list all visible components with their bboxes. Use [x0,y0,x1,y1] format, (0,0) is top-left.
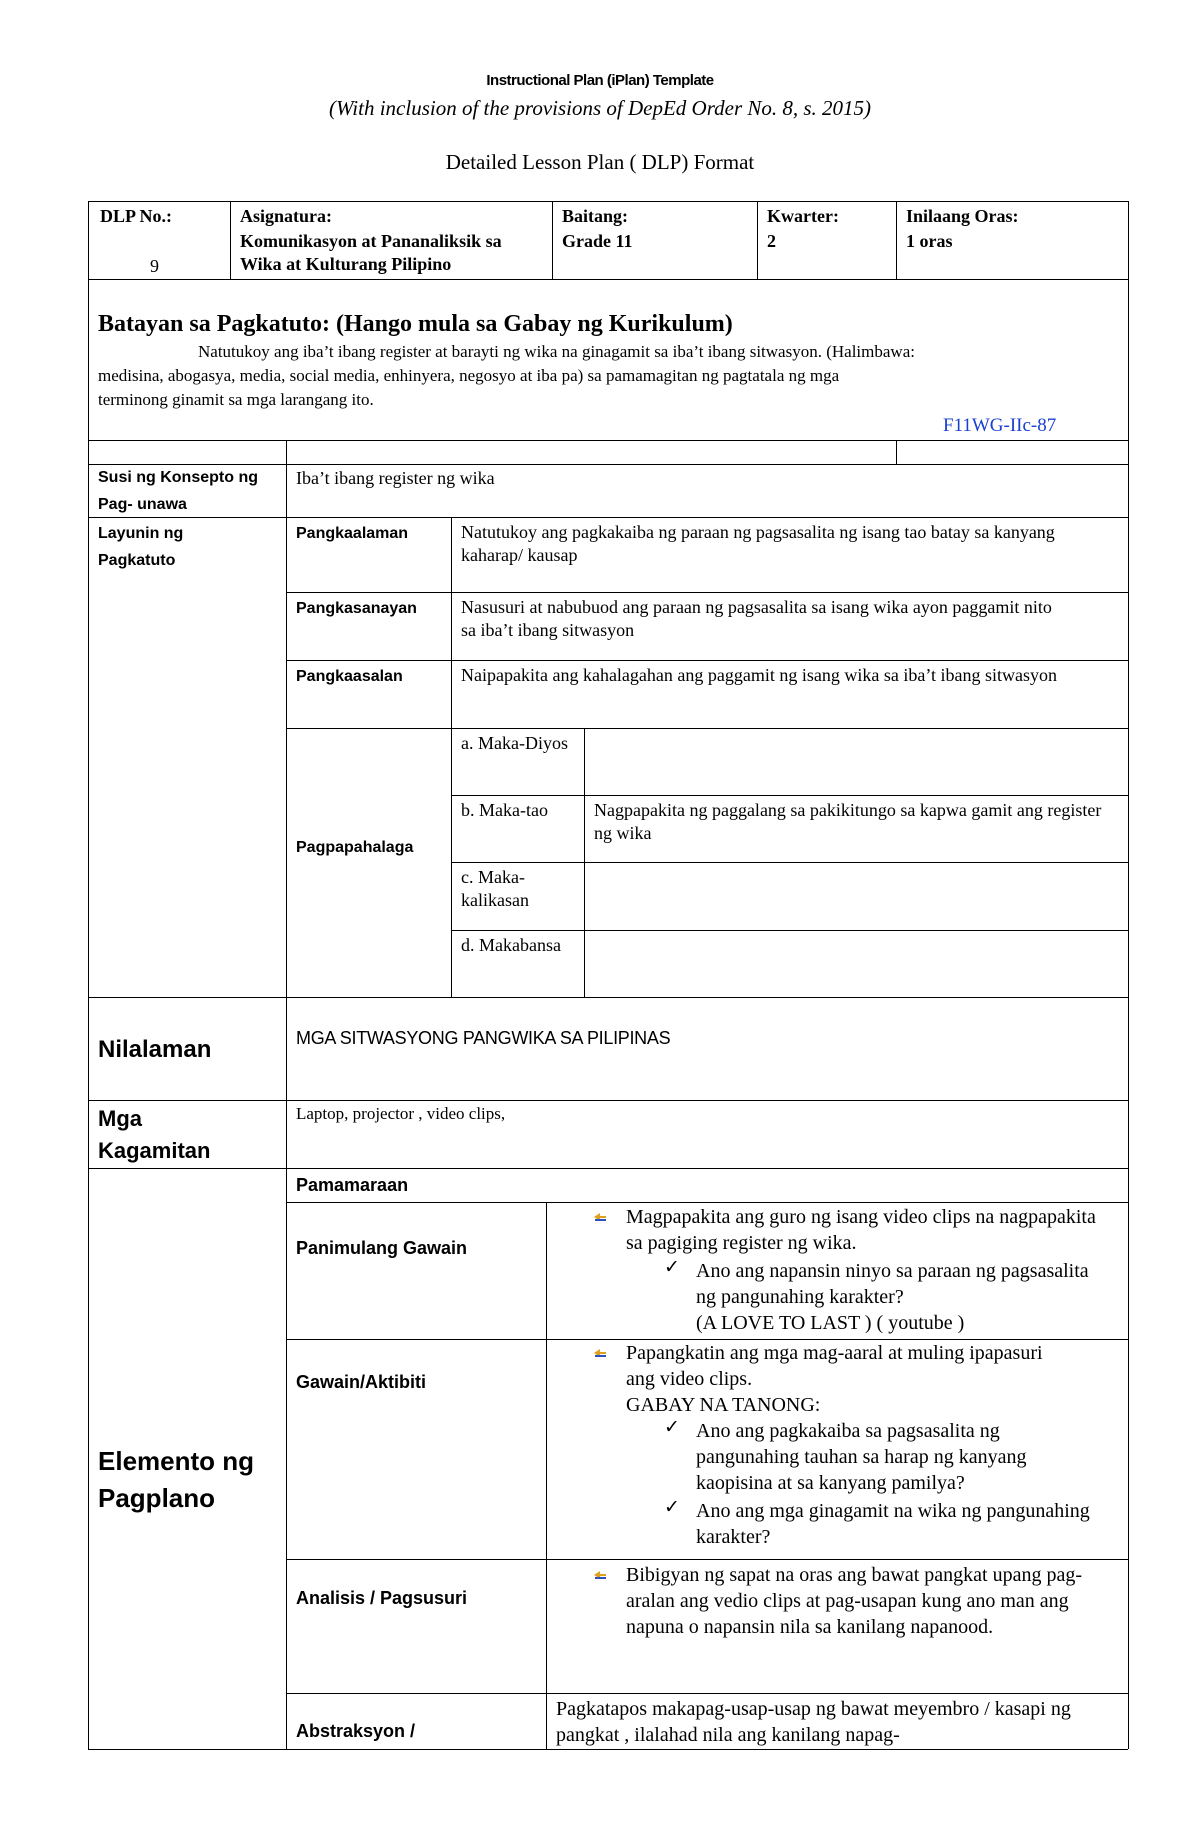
competency-code: F11WG-IIc-87 [943,415,1057,436]
pangkasanayan-label: Pangkasanayan [296,600,417,617]
batayan-line-2: medisina, abogasya, media, social media, enhinyera, negosyo at iba pa) sa pamamagitan ng pagtatala ng mga [98,366,840,385]
dlp-value: 9 [150,256,159,276]
maka-tao-value: Nagpapakita ng paggalang sa pakikitungo sa kapwa gamit ang register ng wika [594,800,1102,843]
elemento-label: Elemento ng Pagplano [98,1446,255,1513]
kagamitan-label: Mga Kagamitan [98,1106,211,1163]
pangkaasalan-label: Pangkaasalan [296,668,403,685]
asignatura-label: Asignatura: [240,206,333,226]
baitang-value: Grade 11 [562,231,633,251]
checkmark-icon: ✓ [664,1256,680,1278]
format-title: Detailed Lesson Plan ( DLP) Format [445,150,755,174]
kwarter-value: 2 [767,231,776,251]
pagpapahalaga-label: Pagpapahalaga [296,839,414,856]
template-subtitle: (With inclusion of the provisions of DepEd Order No. 8, s. 2015) [328,96,872,120]
pangkasanayan-value: Nasusuri at nabubuod ang paraan ng pagsasalita sa isang wika ayon paggamit nito sa iba’t ibang sitwasyon [461,597,1052,640]
panimula-check-text: Ano ang napansin ninyo sa paraan ng pagsasalita ng pangunahing karakter? [696,1260,1089,1308]
oras-label: Inilaang Oras: [906,206,1019,226]
asignatura-value: Komunikasyon at Pananaliksik sa Wika at Kulturang Pilipino [240,231,502,274]
gawain-label: Gawain/Aktibiti [296,1372,427,1392]
baitang-label: Baitang: [562,206,629,226]
dlp-label: DLP No.: [100,206,172,226]
maka-kalikasan-label: c. Maka-kalikasan [461,867,529,910]
gawain-guide: GABAY NA TANONG: [626,1394,821,1416]
batayan-line-3: terminong ginamit sa mga larangang ito. [98,390,374,409]
gawain-bullet-text: Papangkatin ang mga mag-aaral at muling ipapasuri ang video clips. [626,1342,1043,1390]
batayan-line-1: Natutukoy ang iba’t ibang register at barayti ng wika na ginagamit sa iba’t ibang sitwasyon. (Halimbawa: [198,342,915,361]
layunin-label: Layunin ng Pagkatuto [98,525,184,569]
maka-diyos-label: a. Maka-Diyos [461,733,568,753]
kwarter-label: Kwarter: [767,206,839,226]
susi-value: Iba’t ibang register ng wika [296,468,495,488]
gawain-check-1: Ano ang pagkakaiba sa pagsasalita ng pangunahing tauhan sa harap ng kanyang kaopisina at sa kanyang pamilya? [696,1420,1027,1494]
kagamitan-value: Laptop, projector , video clips, [296,1104,506,1123]
pangkaalaman-value: Natutukoy ang pagkakaiba ng paraan ng pagsasalita ng isang tao batay sa kanyang kaharap/ kausap [461,522,1055,565]
gawain-check-2: Ano ang mga ginagamit na wika ng pangunahing karakter? [696,1500,1090,1548]
panimula-label: Panimulang Gawain [296,1238,468,1258]
batayan-heading: Batayan sa Pagkatuto: (Hango mula sa Gabay ng Kurikulum) [98,311,733,337]
checkmark-icon: ✓ [664,1496,680,1518]
abstraksyon-value: Pagkatapos makapag-usap-usap ng bawat meyembro / kasapi ng pangkat , ilalahad nila ang kanilang napag- [556,1698,1071,1746]
panimula-bullet-text: Magpapakita ang guro ng isang video clips na nagpapakita sa pagiging register ng wika. [626,1206,1096,1254]
checkmark-icon: ✓ [664,1416,680,1438]
bullet-icon [593,1570,607,1580]
abstraksyon-label: Abstraksyon / [296,1721,416,1741]
pangkaasalan-value: Naipapakita ang kahalagahan ang paggamit ng isang wika sa iba’t ibang sitwasyon [461,665,1057,685]
pamamaraan-label: Pamamaraan [296,1175,409,1195]
maka-tao-label: b. Maka-tao [461,800,548,820]
nilalaman-value: MGA SITWASYONG PANGWIKA SA PILIPINAS [296,1028,671,1048]
analisis-label: Analisis / Pagsusuri [296,1588,468,1608]
susi-label: Susi ng Konsepto ng Pag- unawa [98,469,258,513]
template-title: Instructional Plan (iPlan) Template [486,72,714,89]
bullet-icon [593,1212,607,1222]
panimula-note: (A LOVE TO LAST ) ( youtube ) [696,1312,965,1334]
oras-value: 1 oras [906,231,953,251]
analisis-bullet-text: Bibigyan ng sapat na oras ang bawat pangkat upang pag-aralan ang vedio clips at pag-usapan kung ano man ang napuna o napansin nila sa kanilang napanood. [626,1564,1082,1638]
nilalaman-label: Nilalaman [98,1036,212,1063]
bullet-icon [593,1348,607,1358]
makabansa-label: d. Makabansa [461,935,561,955]
pangkaalaman-label: Pangkaalaman [296,525,409,542]
